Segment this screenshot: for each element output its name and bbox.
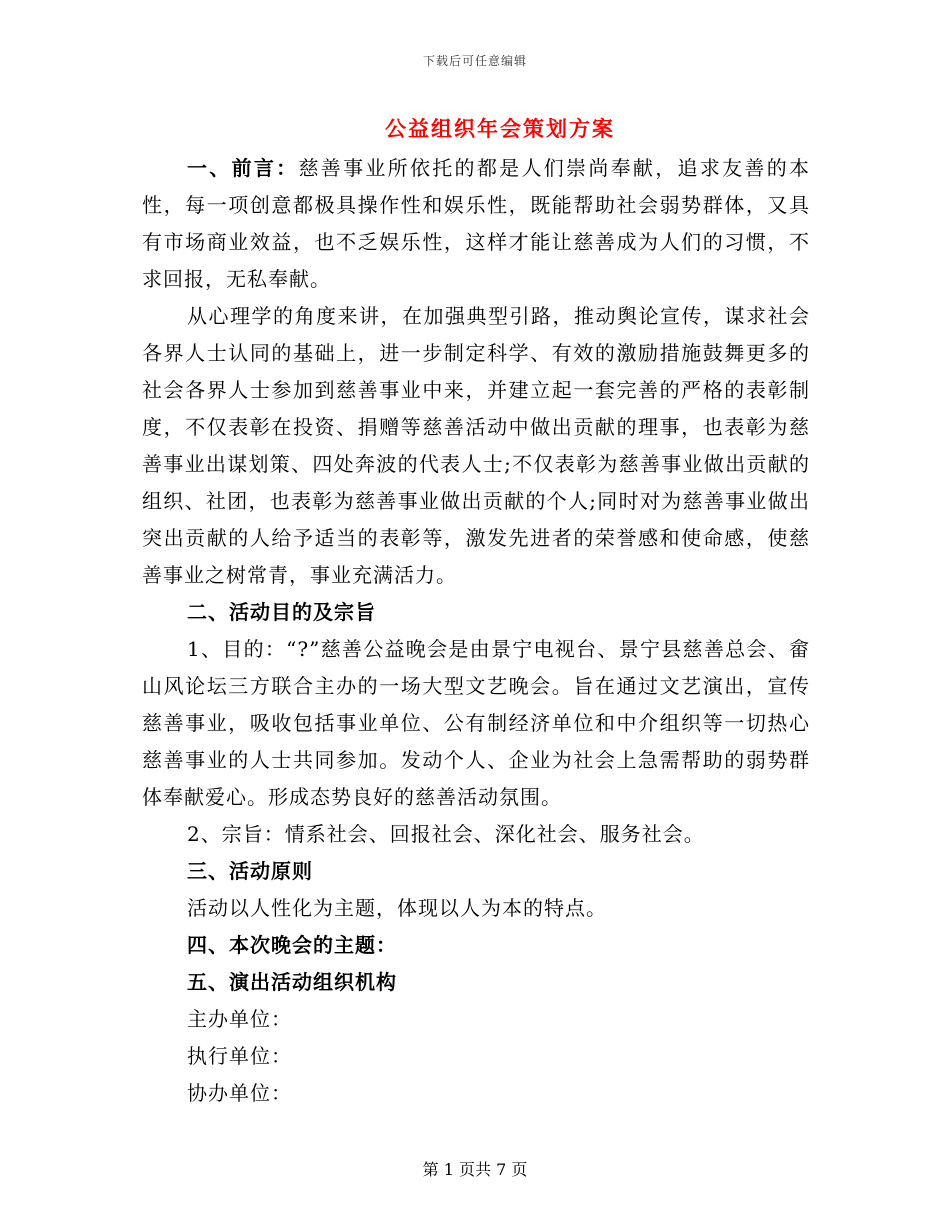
section-heading-principle: 三、活动原则: [187, 859, 313, 883]
preface-paragraph: [142, 150, 810, 298]
preface-text: 慈善事业所依托的都是人们崇尚奉献，追求友善的本性，每一项创意都极具操作性和娱乐性，既能帮助社会弱势群体，又具有市场商业效益，也不乏娱乐性，这样才能让慈善成为人们的习惯，不求回报，无私奉献。: [142, 156, 811, 291]
section-heading-theme: 四、本次晚会的主题：: [187, 933, 397, 957]
purpose-paragraph: 1、目的：“?”慈善公益晚会是由景宁电视台、景宁县慈善总会、畲山风论坛三方联合主办的一场大型文艺晚会。旨在通过文艺演出，宣传慈善事业，吸收包括事业单位、公有制经济单位和中介组织等一切热心慈善事业的人士共同参加。发动个人、企业为社会上急需帮助的弱势群体奉献爱心。形成态势良好的慈善活动氛围。: [142, 637, 810, 809]
preface-heading: 一、前言：: [187, 156, 299, 180]
page-header-note: 下载后可任意编辑: [422, 54, 527, 68]
principle-paragraph: 活动以人性化为主题，体现以人为本的特点。: [187, 896, 607, 920]
page-number: 第 1 页共 7 页: [422, 1160, 528, 1179]
section-heading-purpose: 二、活动目的及宗旨: [187, 600, 376, 624]
document-title: 公益组织年会策划方案: [385, 116, 615, 141]
organizer-line: 主办单位：: [187, 1007, 292, 1031]
psychology-paragraph: 从心理学的角度来讲，在加强典型引路，推动舆论宣传，谋求社会各界人士认同的基础上，进一步制定科学、有效的激励措施鼓舞更多的社会各界人士参加到慈善事业中来，并建立起一套完善的严格的表彰制度，不仅表彰在投资、捐赠等慈善活动中做出贡献的理事，也表彰为慈善事业出谋划策、四处奔波的代表人士;不仅表彰为慈善事业做出贡献的组织、社团，也表彰为慈善事业做出贡献的个人;同时对为慈善事业做出突出贡献的人给予适当的表彰等，激发先进者的荣誉感和使命感，使慈善事业之树常青，事业充满活力。: [142, 304, 810, 587]
co-organizer-line: 协办单位：: [187, 1081, 292, 1105]
document-body: [142, 150, 810, 1112]
tenet-paragraph: 2、宗旨：情系社会、回报社会、深化社会、服务社会。: [187, 822, 705, 846]
executor-line: 执行单位：: [187, 1044, 292, 1068]
section-heading-organization: 五、演出活动组织机构: [187, 970, 397, 994]
